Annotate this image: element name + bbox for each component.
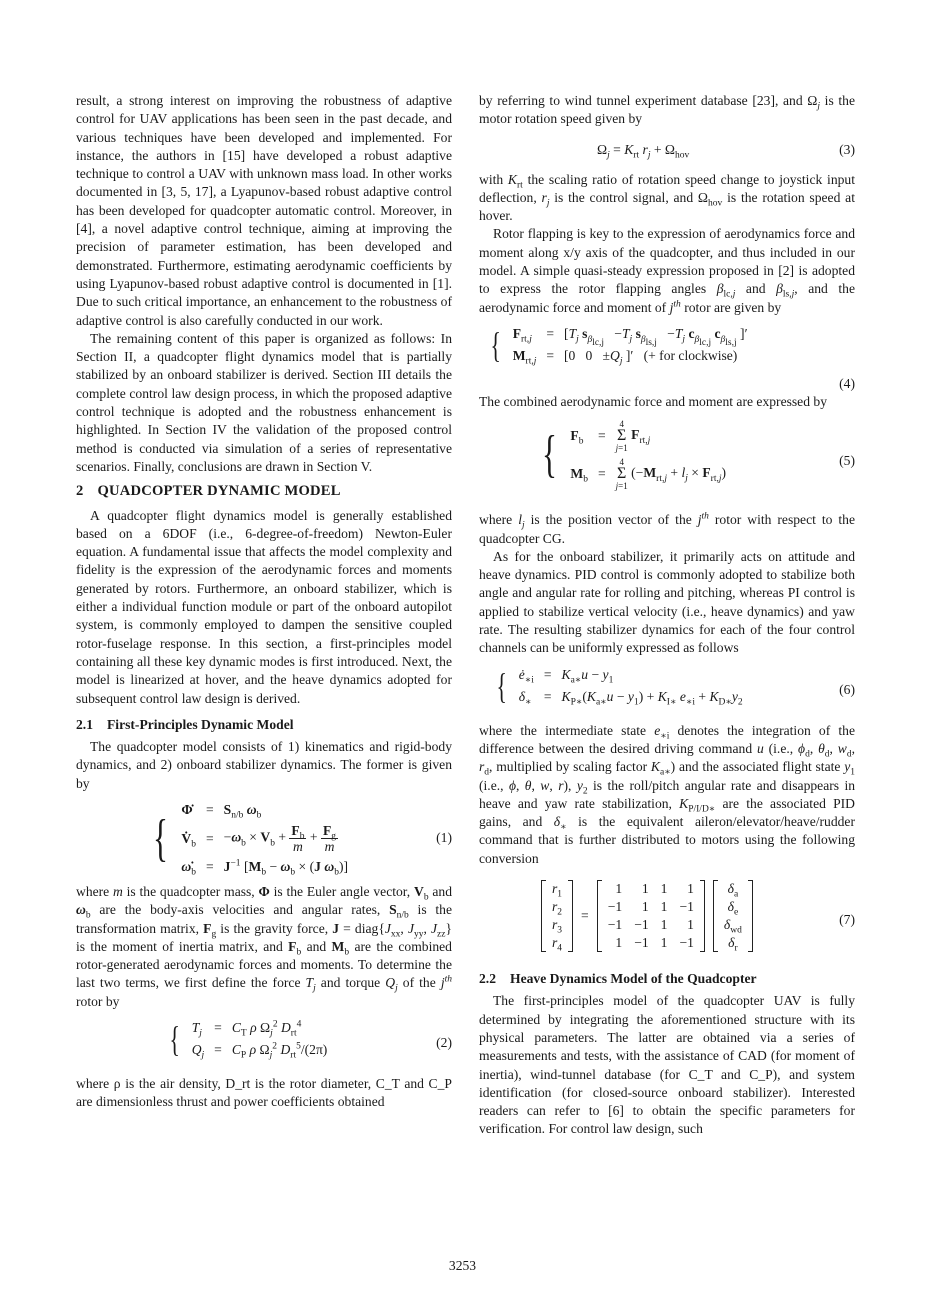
equation-number: (7)	[839, 911, 855, 927]
paragraph-section-2: A quadcopter flight dynamics model is generally established based on a 6DOF (i.e., 6-degree-of-freedom) Newton-Euler equation. A fundamental issue that affects the model complexity and fidelity is the expression of the aerodynamic forces and moments generated by rotors. Furthermore, an onboard stabilizer, which is either a individual function module or part of the onboard autopilot system, is commonly employed to dampen the sensitive coupled rotor-fuselage response. In this section, a first-principles model containing all these key dynamic modes is first introduced. Next, the model is linearized at hover, and the heave dynamics adopted for subsequent control law design is derived.	[76, 507, 452, 706]
equation-number: (2)	[436, 1034, 452, 1050]
subsection-number: 2.1	[76, 716, 93, 732]
paragraph-after-eq6: where the intermediate state $e_{∗i}$ denotes the integration of the difference between the desired driving command u (i.e., $\phi_d$, $\theta_d$, $w_d$, $r_d$, multiplied by scaling factor $K_{a∗}$) and the associated flight state $y_1$ (i.e., ϕ, θ, w, r), $y_2$ is the roll/pitch angular rate and disappears in heave and yaw rate stabilization, $K_{P/I/D∗}$ are the associated PID gains, and $\delta_∗$ is the equivalent aileron/elevator/heave/rudder command that is further distributed to motors using the following conversion	[479, 722, 856, 866]
paragraph-right-top: by referring to wind tunnel experiment database [23], and $\Omega_j$ is the motor rotation speed given by	[479, 93, 855, 127]
section-number: 2	[76, 483, 84, 500]
paragraph-subsection-2-1: The quadcopter model consists of 1) kinematics and rigid-body dynamics, and 2) onboard stabilizer dynamics. The former is given by	[76, 739, 452, 791]
section-title: QUADCOPTER DYNAMIC MODEL	[97, 483, 341, 500]
equation-number: (3)	[839, 141, 855, 157]
page-number: 3253	[448, 1258, 477, 1273]
equation-7: $r_1$ $r_2$ $r_3$ $r_4$ = 1 1 1 1 −1 1 1 −1 −1 −1 1 1 1 −1 1 −1 $\delta_a$ $\delta_e$ $\delta_{wd}$ $\delta_r$ (7)	[479, 878, 855, 962]
paragraph-intro-end: result, a strong interest on improving the robustness of adaptive control for UAV applications has been seen in the past decade, and various techniques have been developed and implemented. For instance, the authors in [15] have developed a robust adaptive technique to control a UAV with unknown mass load. In other works documented in [3, 5, 17], a Lyapunov-based robust adaptive control has been developed for quadcopter automatic control. Moreover, in [4], a novel adaptive control technique, aiming at improving the precision of parameter estimation, has been developed and demonstrated. Furthermore, estimating aerodynamic coefficients by using Lyapunov-based robust adaptive control is documented in [1]. Due to such critical importance, an enhancement to the robustness of adaptive control is also carefully conducted in our work.	[76, 93, 452, 328]
equation-number: (1)	[436, 829, 452, 845]
paragraph-onboard-stabilizer: As for the onboard stabilizer, it primarily acts on attitude and heave dynamics. PID control is commonly adopted to stabilize both angle and angular rate for rolling and pitching, whereas PI control is applied to stabilize vertical velocity (i.e., heave dynamics) and yaw rate. The resulting stabilizer dynamics for each of the four control channels can be uniformly expressed as follows	[479, 548, 855, 656]
paragraph-after-eq1: where m is the quadcopter mass, Φ is the Euler angle vector, $V_b$ and $\omega_b$ are the body-axis velocities and angular rates, $S_{n/b}$ is the transformation matrix, $F_g$ is the gravity force, $J = diag\{J_{xx}$, $J_{yy}$, $J_{zz}$} is the moment of inertia matrix, and $F_b$ and $M_b$ are the combined rotor-generated aerodynamic forces and moments. To determine the last two terms, we first define the force $T_j$ and torque $Q_j$ of the $j^{th}$ rotor by	[76, 883, 453, 1009]
paragraph-after-eq5: where $l_j$ is the position vector of the $j^{th}$ rotor with respect to the quadcopter CG.	[479, 511, 856, 546]
equation-6: { $ė_{∗i}$ = $K_{a∗}u - y_1$ $\delta_∗$ = $K_{P∗}(K_{a∗}u - y_1) + K_{I∗}$ $e_{∗i} + K_{D∗}y_2$ (6)	[496, 665, 855, 708]
subsection-title: First-Principles Dynamic Model	[107, 716, 294, 732]
equation-2: { $T_j$ = $C_T$ ρ $\Omega_j^2$ $D_{rt}^4$ $Q_j$ = $C_P$ ρ $\Omega_j^2$ $D_{rt}^5/(2\pi)$ (2)	[169, 1019, 452, 1062]
subsection-2-1-heading	[76, 716, 452, 734]
equation-number: (4)	[839, 375, 855, 391]
equation-5: { $F_b$ = 4 Σ j=1 $F_{rt,j}$ $M_b$ = 4 Σ j=1 $(-M_{rt,j} + l_j \times F_{rt,j})$ (5)	[541, 419, 855, 492]
paragraph-combined: The combined aerodynamic force and moment are expressed by	[479, 393, 828, 409]
subsection-number: 2.2	[479, 971, 496, 987]
section-2-heading	[76, 482, 452, 500]
equation-4-note: (+ for clockwise)	[643, 348, 738, 364]
paragraph-rotor-flapping: Rotor flapping is key to the expression of aerodynamics force and moment along x/y axis of the quadcopter, and thus included in our model. A simple quasi-steady expression proposed in [2] is adopted to express the rotor flapping angles $\beta_{lc,j}$ and $\beta_{ls,j}$, and the aerodynamic force and moment of $j^{th}$ rotor are given by	[479, 226, 855, 315]
equation-1: { Φ̇ = $S_{n/b}$ $\omega_b$ $V̇_b$ = $-\omega_b \times V_b$ + $\frac{F_b}{m}$ + $\frac{F_g}{m}$ $\omegȧ_b$ = $J^{-1}$ [$M_b - \omega_b \times (J$ $\omega_b$)] (1)	[152, 801, 452, 878]
paragraph-after-eq2: where ρ is the air density, D_rt is the rotor diameter, C_T and C_P are dimensionless thrust and power coefficients obtained	[76, 1076, 452, 1110]
equation-number: (6)	[839, 681, 855, 697]
subsection-2-2-heading	[479, 970, 855, 988]
subsection-title: Heave Dynamics Model of the Quadcopter	[510, 971, 757, 987]
equation-number: (5)	[839, 453, 855, 469]
right-column	[479, 92, 855, 1139]
equation-3: $\Omega_j = K_{rt}$ $r_j + \Omega_{hov}$ (3)	[597, 141, 855, 161]
paragraph-organization: The remaining content of this paper is organized as follows: In Section II, a quadcopter flight dynamics model that is partially stabilized by an onboard stabilizer is derived. Section III details the complete control law design process, in which the proposed adaptive control technique is adopted and the robustness enhancement is highlighted. In Section IV the validation of the proposed control method is conducted via simulation of a series of representative scenarios. Finally, conclusions are drawn in Section V.	[76, 330, 452, 474]
paragraph-after-eq3: with $K_{rt}$ the scaling ratio of rotation speed change to joystick input deflection, $r_j$ is the control signal, and $\Omega_{hov}$ is the rotation speed at hover.	[479, 171, 855, 224]
equation-4: { $F_{rt,j}$ = [$T_j$ $s_{\beta_{lc,j}} -T_j$ $s_{\beta_{ls,j}} -T_j$ $c_{\beta_{lc,j}}$ $c_{\beta_{ls,j}}$ ]′ $M_{rt,j}$ = [0 $0 \pm Q_j$ ]′ (+ for clockwise) (4)	[479, 323, 855, 387]
left-column	[76, 92, 452, 1112]
paragraph-subsection-2-2: The first-principles model of the quadcopter UAV is fully determined by integrating the aforementioned structure with its physical parameters. The latter are obtained via a series of measurements and tests, with the assistance of CAD (for moment of inertia), wind-tunnel database (for C_T and C_P), and system identification (for closed-source onboard stabilizer). Interested readers can refer to [6] to obtain the specific parameters for verification. For control law design, such	[479, 993, 855, 1137]
